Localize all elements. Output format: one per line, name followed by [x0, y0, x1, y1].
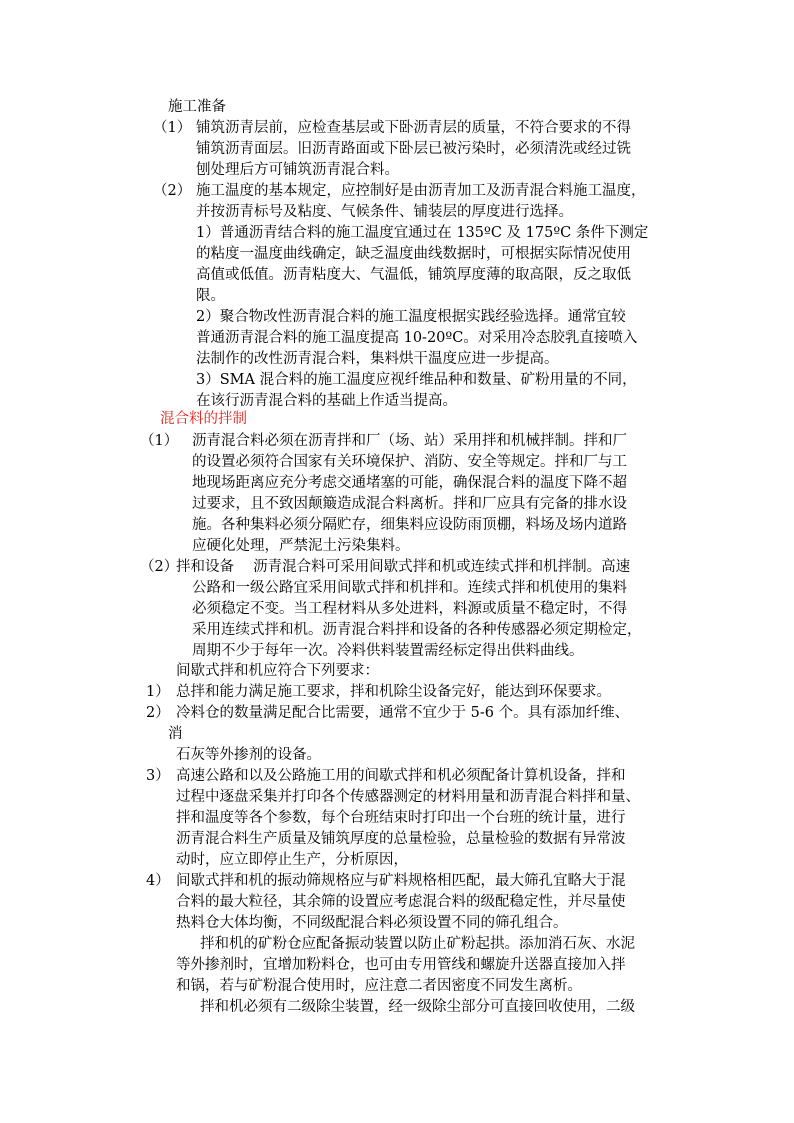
text-line: 铺筑沥青层前，应检查基层或下卧沥青层的质量，不符合要求的不得 — [196, 120, 631, 136]
text-line: 普通沥青混合料的施工温度提高 10-20ºC。对采用冷态胶乳直接喷入 — [196, 330, 638, 346]
text-line: 必须稳定不变。当工程材料从多处进料，料源或质量不稳定时，不得 — [192, 601, 627, 617]
section-heading-red: 混合料的拌制 — [160, 411, 247, 427]
text-line: 拌和机必须有二级除尘装置，经一级除尘部分可直接回收使用，二级 — [200, 999, 635, 1015]
text-line: 施。各种集料必须分隔贮存，细集料应设防雨顶棚，料场及场内道路 — [192, 517, 627, 533]
text-line: 和锅，若与矿粉混合使用时，应注意二者因密度不同发生离析。 — [176, 978, 582, 994]
text-line: 消 — [168, 726, 183, 742]
text-line: 周期不少于每年一次。冷料供料装置需经标定得出供料曲线。 — [192, 643, 584, 659]
text-line: 合料的最大粒径，其余筛的设置应考虑混合料的级配稳定性，并尽量使 — [176, 894, 626, 910]
item-number: 3） — [146, 768, 170, 784]
item-number: （2） — [140, 559, 179, 575]
text-line: 热料仓大体均衡，不同级配混合料必须设置不同的筛孔组合。 — [176, 915, 568, 931]
item-number: （2） — [153, 183, 192, 199]
text-line: 采用连续式拌和机。沥青混合料拌和设备的各种传感器必须定期检定， — [192, 622, 642, 638]
text-line: 等外掺剂时，宜增加粉料仓，也可由专用管线和螺旋升送器直接加入拌 — [176, 957, 626, 973]
text-line: 刨处理后方可铺筑沥青混合料。 — [196, 162, 399, 178]
text-line: 高速公路和以及公路施工用的间歇式拌和机必须配备计算机设备，拌和 — [176, 768, 626, 784]
text-line: 沥青混合料生产质量及铺筑厚度的总量检验，总量检验的数据有异常波 — [176, 831, 626, 847]
text-line: 的设置必须符合国家有关环境保护、消防、安全等规定。拌和厂与工 — [192, 454, 627, 470]
section-heading: 施工准备 — [168, 99, 226, 115]
text-line: 动时，应立即停止生产，分析原因， — [176, 852, 408, 868]
text-line: 施工温度的基本规定，应控制好是由沥青加工及沥青混合料施工温度， — [196, 183, 646, 199]
text-line: 铺筑沥青面层。旧沥青路面或下卧层已被污染时，必须清洗或经过铣 — [196, 141, 631, 157]
text-line: 3）SMA 混合料的施工温度应视纤维品种和数量、矿粉用量的不同， — [196, 372, 637, 388]
text-line: 拌和温度等各个参数，每个台班结束时打印出一个台班的统计量，进行 — [176, 810, 626, 826]
text-line: 间歇式拌和机的振动筛规格应与矿料规格相匹配，最大筛孔宜略大于混 — [176, 873, 626, 889]
text-line: 的粘度一温度曲线确定，缺乏温度曲线数据时，可根据实际情况使用 — [196, 246, 631, 262]
text-line: 2）聚合物改性沥青混合料的施工温度根据实践经验选择。通常宜较 — [196, 309, 626, 325]
item-number: 1） — [146, 684, 170, 700]
text-line: 公路和一级公路宜采用间歇式拌和机拌和。连续式拌和机使用的集料 — [192, 580, 627, 596]
text-line: 拌和机的矿粉仓应配备振动装置以防止矿粉起拱。添加消石灰、水泥 — [200, 936, 635, 952]
text-line: 在该行沥青混合料的基础上作适当提高。 — [196, 393, 457, 409]
item-number: 2） — [146, 705, 170, 721]
text-line: 沥青混合料必须在沥青拌和厂（场、站）采用拌和机械拌制。拌和厂 — [192, 433, 627, 449]
text-line: 法制作的改性沥青混合料，集料烘干温度应进一步提高。 — [196, 351, 559, 367]
item-number: （1） — [140, 433, 179, 449]
text-line: 限。 — [196, 288, 225, 304]
text-line: 地现场距离应充分考虑交通堵塞的可能，确保混合料的温度下降不超 — [192, 475, 627, 491]
text-line: 1）普通沥青结合料的施工温度宜通过在 135ºC 及 175ºC 条件下测定 — [196, 225, 649, 241]
text-line: 拌和设备 沥青混合料可采用间歇式拌和机或连续式拌和机拌制。高速 — [176, 559, 631, 575]
text-line: 应硬化处理，严禁泥土污染集料。 — [192, 538, 410, 554]
text-line: 过要求，且不致因颠簸造成混合料离析。拌和厂应具有完备的排水设 — [192, 496, 627, 512]
text-line: 石灰等外掺剂的设备。 — [176, 747, 321, 763]
text-line: 并按沥青标号及粘度、气候条件、铺装层的厚度进行选择。 — [196, 204, 573, 220]
text-line: 总拌和能力满足施工要求，拌和机除尘设备完好，能达到环保要求。 — [176, 684, 611, 700]
text-line: 冷料仓的数量满足配合比需要，通常不宜少于 5-6 个。具有添加纤维、 — [176, 705, 630, 721]
text-line: 高值或低值。沥青粘度大、气温低，铺筑厚度薄的取高限，反之取低 — [196, 267, 631, 283]
item-number: （1） — [153, 120, 192, 136]
text-line: 间歇式拌和机应符合下列要求： — [176, 663, 379, 679]
item-number: 4） — [146, 873, 170, 889]
text-line: 过程中逐盘采集并打印各个传感器测定的材料用量和沥青混合料拌和量、 — [176, 789, 640, 805]
